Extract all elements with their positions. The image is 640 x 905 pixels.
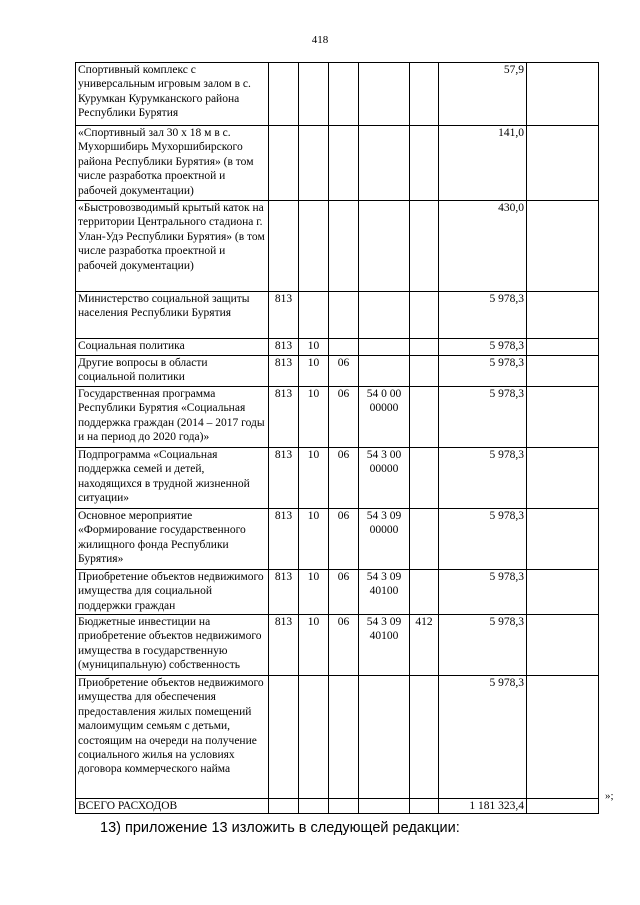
- row-grbs: [269, 799, 299, 814]
- row-target-article: [359, 292, 410, 339]
- page-number: 418: [311, 34, 329, 46]
- row-target-article: [359, 676, 410, 799]
- row-subsection: [329, 201, 359, 292]
- row-target-article: 54 3 09 40100: [359, 615, 410, 676]
- row-section: 10: [299, 615, 329, 676]
- row-sum: 430,0: [439, 201, 527, 292]
- table-row: [76, 126, 599, 201]
- row-sum: 1 181 323,4: [439, 799, 527, 814]
- row-name: Социальная политика: [76, 339, 269, 356]
- row-empty-cell: [527, 448, 599, 509]
- row-expense-type: [410, 448, 439, 509]
- row-empty-cell: [527, 676, 599, 799]
- row-sum: 5 978,3: [439, 570, 527, 615]
- row-name: Бюджетные инвестиции на приобретение объектов недвижимого имущества в государственную (муниципальную) собственность: [76, 615, 269, 676]
- row-empty-cell: [527, 126, 599, 201]
- row-section: [299, 126, 329, 201]
- row-empty-cell: [527, 339, 599, 356]
- row-expense-type: [410, 509, 439, 570]
- row-subsection: [329, 63, 359, 126]
- row-subsection: [329, 292, 359, 339]
- row-grbs: [269, 126, 299, 201]
- row-subsection: [329, 339, 359, 356]
- row-subsection: [329, 676, 359, 799]
- table-row: [76, 339, 599, 356]
- row-empty-cell: [527, 570, 599, 615]
- budget-table-body: [76, 63, 599, 814]
- row-empty-cell: [527, 615, 599, 676]
- row-target-article: [359, 126, 410, 201]
- row-target-article: 54 3 00 00000: [359, 448, 410, 509]
- row-grbs: 813: [269, 356, 299, 387]
- row-sum: 5 978,3: [439, 615, 527, 676]
- row-expense-type: [410, 126, 439, 201]
- row-expense-type: [410, 676, 439, 799]
- row-expense-type: [410, 201, 439, 292]
- row-grbs: 813: [269, 387, 299, 448]
- table-row: [76, 387, 599, 448]
- row-name: «Спортивный зал 30 х 18 м в с. Мухоршибирь Мухоршибирского района Республики Бурятия» (в том числе разработка проектной и рабочей документации): [76, 126, 269, 201]
- row-section: 10: [299, 339, 329, 356]
- row-name: Государственная программа Республики Бурятия «Социальная поддержка граждан (2014 – 2017 годы и на период до 2020 года)»: [76, 387, 269, 448]
- row-section: [299, 292, 329, 339]
- row-sum: 5 978,3: [439, 676, 527, 799]
- row-subsection: 06: [329, 509, 359, 570]
- row-subsection: 06: [329, 615, 359, 676]
- amendment-text: 13) приложение 13 изложить в следующей редакции:: [100, 820, 460, 836]
- row-grbs: 813: [269, 570, 299, 615]
- table-row: [76, 292, 599, 339]
- table-row: [76, 356, 599, 387]
- closing-quote-mark: »;: [605, 790, 614, 802]
- row-expense-type: [410, 63, 439, 126]
- row-empty-cell: [527, 387, 599, 448]
- row-grbs: [269, 201, 299, 292]
- row-empty-cell: [527, 509, 599, 570]
- row-expense-type: [410, 339, 439, 356]
- row-expense-type: 412: [410, 615, 439, 676]
- table-row: [76, 615, 599, 676]
- row-name: Спортивный комплекс с универсальным игровым залом в с. Курумкан Курумканского района Республики Бурятия: [76, 63, 269, 126]
- row-sum: 57,9: [439, 63, 527, 126]
- row-expense-type: [410, 387, 439, 448]
- row-name: Приобретение объектов недвижимого имущества для обеспечения предоставления жилых помещений малоимущим семьям с детьми, состоящим на очереди на получение социального жилья на условиях договора коммерческого найма: [76, 676, 269, 799]
- row-subsection: [329, 126, 359, 201]
- row-target-article: 54 3 09 40100: [359, 570, 410, 615]
- row-section: 10: [299, 509, 329, 570]
- row-section: 10: [299, 570, 329, 615]
- row-sum: 5 978,3: [439, 292, 527, 339]
- row-empty-cell: [527, 356, 599, 387]
- row-section: [299, 201, 329, 292]
- row-name: Министерство социальной защиты населения Республики Бурятия: [76, 292, 269, 339]
- row-grbs: 813: [269, 615, 299, 676]
- row-subsection: 06: [329, 356, 359, 387]
- row-sum: 5 978,3: [439, 356, 527, 387]
- row-grbs: 813: [269, 292, 299, 339]
- row-grbs: 813: [269, 448, 299, 509]
- row-subsection: 06: [329, 570, 359, 615]
- row-expense-type: [410, 292, 439, 339]
- row-empty-cell: [527, 292, 599, 339]
- row-section: [299, 799, 329, 814]
- row-sum: 5 978,3: [439, 509, 527, 570]
- row-name: Другие вопросы в области социальной политики: [76, 356, 269, 387]
- row-target-article: [359, 799, 410, 814]
- row-name: Подпрограмма «Социальная поддержка семей и детей, находящихся в трудной жизненной ситуации»: [76, 448, 269, 509]
- row-empty-cell: [527, 63, 599, 126]
- row-grbs: [269, 676, 299, 799]
- row-target-article: [359, 339, 410, 356]
- row-sum: 5 978,3: [439, 448, 527, 509]
- table-row: [76, 63, 599, 126]
- row-sum: 5 978,3: [439, 387, 527, 448]
- row-target-article: [359, 201, 410, 292]
- table-row: [76, 570, 599, 615]
- table-row: [76, 448, 599, 509]
- row-target-article: [359, 356, 410, 387]
- row-name: «Быстровозводимый крытый каток на территории Центрального стадиона г. Улан-Удэ Республики Бурятия» (в том числе разработка проектной и рабочей документации): [76, 201, 269, 292]
- row-expense-type: [410, 570, 439, 615]
- row-subsection: [329, 799, 359, 814]
- row-grbs: 813: [269, 339, 299, 356]
- row-sum: 141,0: [439, 126, 527, 201]
- row-grbs: 813: [269, 509, 299, 570]
- row-empty-cell: [527, 201, 599, 292]
- row-name: ВСЕГО РАСХОДОВ: [76, 799, 269, 814]
- row-subsection: 06: [329, 387, 359, 448]
- row-expense-type: [410, 799, 439, 814]
- row-grbs: [269, 63, 299, 126]
- row-subsection: 06: [329, 448, 359, 509]
- row-target-article: 54 3 09 00000: [359, 509, 410, 570]
- table-row: [76, 799, 599, 814]
- row-name: Приобретение объектов недвижимого имущества для социальной поддержки граждан: [76, 570, 269, 615]
- row-target-article: 54 0 00 00000: [359, 387, 410, 448]
- budget-table: [75, 62, 599, 814]
- table-row: [76, 509, 599, 570]
- table-row: [76, 201, 599, 292]
- row-expense-type: [410, 356, 439, 387]
- row-empty-cell: [527, 799, 599, 814]
- row-target-article: [359, 63, 410, 126]
- row-sum: 5 978,3: [439, 339, 527, 356]
- row-section: [299, 63, 329, 126]
- row-section: 10: [299, 448, 329, 509]
- row-section: 10: [299, 387, 329, 448]
- row-section: 10: [299, 356, 329, 387]
- table-row: [76, 676, 599, 799]
- row-section: [299, 676, 329, 799]
- row-name: Основное мероприятие «Формирование государственного жилищного фонда Республики Бурятия»: [76, 509, 269, 570]
